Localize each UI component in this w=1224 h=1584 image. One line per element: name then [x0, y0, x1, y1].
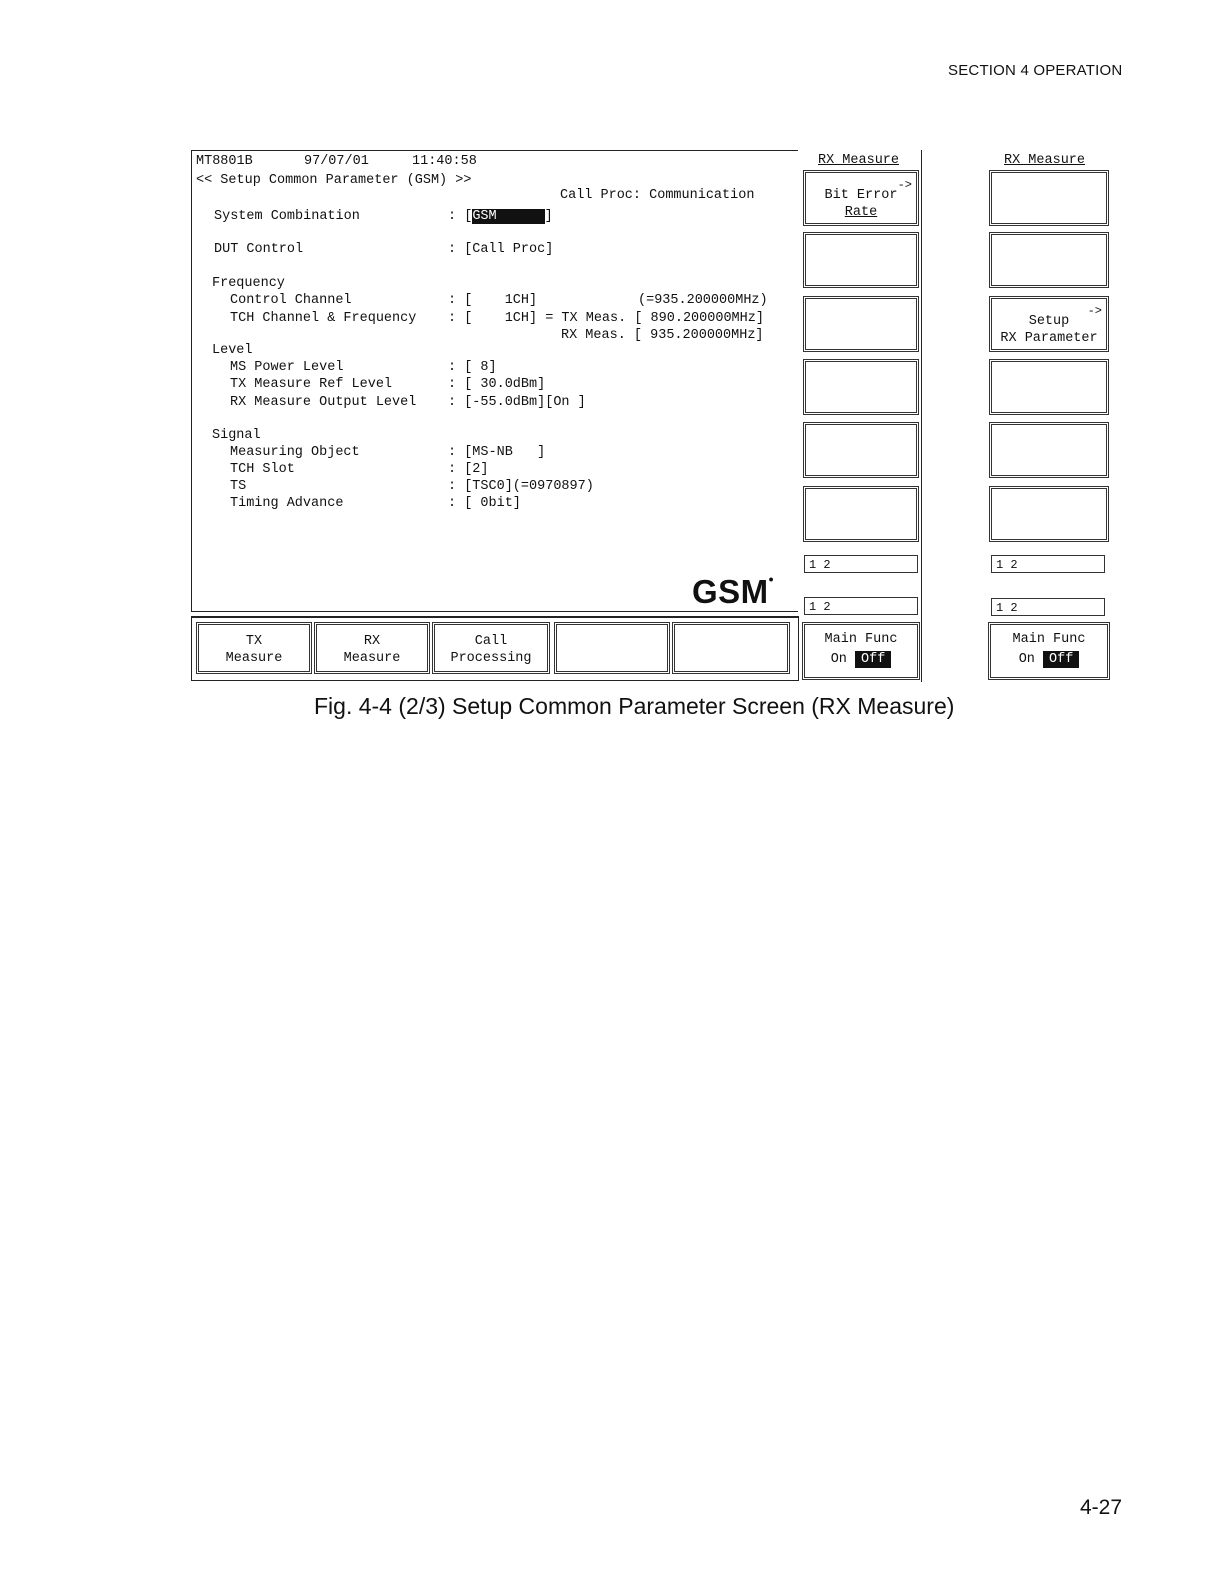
screen-right-edge [921, 150, 922, 682]
right-page-indicator-1: 1 2 [991, 555, 1105, 573]
measuring-object-label: Measuring Object [230, 445, 360, 460]
left-column-title: RX Measure [818, 153, 900, 168]
gsm-logo [692, 573, 774, 611]
main-screen [191, 150, 798, 612]
call-processing-key-line1: Call [474, 634, 508, 649]
right-main-func-label: Main Func [1012, 632, 1086, 647]
screen-title: << Setup Common Parameter (GSM) >> [196, 173, 472, 188]
tch-slot-value[interactable]: : [2] [448, 462, 489, 477]
bottom-function-bar [191, 616, 799, 681]
tx-ref-value[interactable]: : [ 30.0dBm] [448, 377, 546, 392]
right-softkey-2[interactable] [989, 232, 1109, 288]
right-softkey-5[interactable] [989, 422, 1109, 478]
gsm-logo-mark: • [768, 571, 775, 587]
ts-value[interactable]: : [TSC0](=0970897) [448, 479, 594, 494]
call-processing-key-line2: Processing [450, 651, 532, 666]
section-header: SECTION 4 OPERATION [948, 62, 1123, 79]
tx-measure-key-line1: TX [245, 634, 263, 649]
signal-heading: Signal [212, 428, 261, 443]
timing-advance-value[interactable]: : [ 0bit] [448, 496, 521, 511]
gsm-logo-text: GSM [692, 573, 769, 610]
bit-error-rate-key-line1: Bit Error [824, 188, 898, 203]
time-label: 11:40:58 [412, 154, 477, 169]
left-main-func-off: Off [855, 651, 891, 668]
right-softkey-1[interactable] [989, 170, 1109, 226]
rx-measure-key-line2: Measure [343, 651, 401, 666]
left-softkey-5[interactable] [803, 422, 919, 478]
setup-rx-parameter-key[interactable] [989, 296, 1109, 352]
system-combination-label: System Combination [214, 209, 360, 224]
right-softkey-4[interactable] [989, 359, 1109, 415]
ts-label: TS [230, 479, 247, 494]
ms-power-label: MS Power Level [230, 360, 344, 375]
timing-advance-label: Timing Advance [230, 496, 344, 511]
page-number: 4-27 [1080, 1496, 1123, 1519]
rx-output-value[interactable]: : [-55.0dBm][On ] [448, 395, 586, 410]
left-softkey-3[interactable] [803, 296, 919, 352]
left-main-func-key[interactable] [802, 622, 920, 680]
level-heading: Level [212, 343, 253, 358]
left-main-func-label: Main Func [824, 632, 898, 647]
rx-measure-key-line1: RX [363, 634, 381, 649]
left-softkey-6[interactable] [803, 486, 919, 542]
dut-control-value[interactable]: : [Call Proc] [448, 242, 554, 257]
ms-power-value[interactable]: : [ 8] [448, 360, 497, 375]
control-channel-label: Control Channel [230, 293, 352, 308]
setup-rx-parameter-line1: Setup [1028, 314, 1070, 329]
tch-channel-label: TCH Channel & Frequency [230, 311, 417, 326]
submenu-arrow-icon: -> [897, 178, 912, 192]
function-key-5[interactable] [672, 622, 790, 674]
measuring-object-value[interactable]: : [MS-NB ] [448, 445, 546, 460]
tch-slot-label: TCH Slot [230, 462, 295, 477]
tx-ref-label: TX Measure Ref Level [230, 377, 393, 392]
right-main-func-key[interactable] [988, 622, 1110, 680]
model-label: MT8801B [196, 154, 253, 169]
call-proc-status: Call Proc: Communication [560, 188, 755, 203]
rx-output-label: RX Measure Output Level [230, 395, 417, 410]
rx-meas-freq: RX Meas. [ 935.200000MHz] [561, 328, 764, 343]
setup-rx-parameter-line2: RX Parameter [1000, 331, 1098, 346]
submenu-arrow-icon: -> [1087, 304, 1102, 318]
date-label: 97/07/01 [304, 154, 369, 169]
left-page-indicator-2: 1 2 [804, 597, 918, 615]
bit-error-rate-key[interactable] [803, 170, 919, 226]
left-softkey-2[interactable] [803, 232, 919, 288]
right-main-func-off: Off [1043, 651, 1079, 668]
left-softkey-4[interactable] [803, 359, 919, 415]
tx-measure-key-line2: Measure [225, 651, 283, 666]
bit-error-rate-key-line2: Rate [844, 205, 878, 220]
tch-channel-value[interactable]: : [ 1CH] = TX Meas. [ 890.200000MHz] [448, 311, 764, 326]
right-column-title: RX Measure [1004, 153, 1086, 168]
tx-measure-key[interactable] [196, 622, 312, 674]
left-main-func-on: On [830, 652, 847, 667]
frequency-heading: Frequency [212, 276, 285, 291]
call-processing-key[interactable] [432, 622, 550, 674]
figure-caption: Fig. 4-4 (2/3) Setup Common Parameter Screen (RX Measure) [314, 693, 955, 719]
control-channel-freq: (=935.200000MHz) [638, 293, 768, 308]
system-combination-sep: : [448, 209, 457, 224]
function-key-4[interactable] [554, 622, 670, 674]
right-page-indicator-2: 1 2 [991, 598, 1105, 616]
dut-control-label: DUT Control [214, 242, 304, 257]
right-softkey-6[interactable] [989, 486, 1109, 542]
rx-measure-key[interactable] [314, 622, 430, 674]
system-combination-value: GSM [472, 209, 544, 224]
system-combination-field[interactable]: : [GSM ] [448, 209, 553, 224]
left-page-indicator-1: 1 2 [804, 555, 918, 573]
control-channel-value[interactable]: : [ 1CH] [448, 293, 538, 308]
right-main-func-on: On [1018, 652, 1035, 667]
